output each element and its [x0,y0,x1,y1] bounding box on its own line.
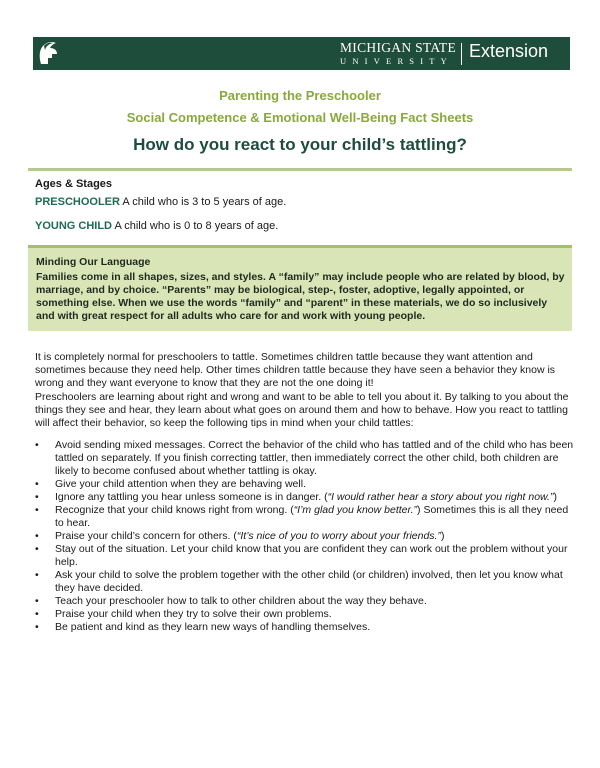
quote: “I’m glad you know better.” [293,504,418,516]
list-item: • Be patient and kind as they learn new ways of handling themselves. [35,621,371,633]
list-item: • Avoid sending mixed messages. Correct the behavior of the child who has tattled and of the child who has been tattled on separately. If you finish correcting tattler, then immediately correct the other child, both children are likely to become confused about whether tattling is okay. [35,439,574,477]
bullet: • [35,569,39,581]
list-item: • Praise your child’s concern for others. (“It’s nice of you to worry about your friends.”) [35,530,445,542]
list-item: • Recognize that your child knows right from wrong. (“I’m glad you know better.”) Sometimes this is all they need to hear. [35,504,569,529]
language-box-rule [28,245,572,248]
spartan-helmet-icon [35,37,61,70]
stage-preschooler [35,196,286,208]
unit-name: Extension [469,41,549,61]
intro-paragraph: It is completely normal for preschoolers to tattle. Sometimes children tattle because they want attention and sometimes because they need help. Other times children tattle because they have seen a behavior they know is wrong and they want everyone to know that they are not the one doing it! [35,351,556,389]
title-divider [28,168,572,171]
stage-term: PRESCHOOLER [35,196,120,208]
list-item: • Give your child attention when they are behaving well. [35,478,306,490]
language-box-heading: Minding Our Language [36,256,151,268]
institution-name: MICHIGAN STATE [340,40,456,55]
bullet: • [35,478,39,490]
page-title: How do you react to your child’s tattling? [133,135,467,154]
ages-stages-heading: Ages & Stages [35,178,113,190]
bullet: • [35,439,39,451]
institution-university: UNIVERSITY [340,56,453,66]
header-divider [461,43,462,65]
stage-description: A child who is 0 to 8 years of age. [112,220,279,232]
list-item: • Ask your child to solve the problem together with the other child (or children) involved, then let you know what they have decided. [35,569,563,594]
bullet: • [35,530,39,542]
list-item: • Ignore any tattling you hear unless someone is in danger. (“I would rather hear a story about you right now.”) [35,491,557,503]
tips-intro-paragraph: Preschoolers are learning about right and wrong and want to be able to tell you about it. By talking to you about the things they see and hear, they learn about what goes on around them and how to behave. How you react to tattling will affect their behavior, so keep the following tips in mind when your child tattles: [35,391,569,429]
bullet: • [35,491,39,503]
quote: “I would rather hear a story about you right now.” [327,491,554,503]
list-item: • Praise your child when they try to solve their own problems. [35,608,332,620]
list-item: • Stay out of the situation. Let your child know that you are confident they can work out the problem without your help. [35,543,568,568]
series-subtitle: Social Competence & Emotional Well-Being Fact Sheets [126,110,474,125]
list-item: • Teach your preschooler how to talk to other children about the way they behave. [35,595,427,607]
bullet: • [35,595,39,607]
stage-description: A child who is 3 to 5 years of age. [119,196,287,208]
quote: “It’s nice of you to worry about your friends.” [236,530,441,542]
tips-list [35,439,575,634]
stage-young-child [35,220,278,232]
bullet: • [35,504,39,516]
language-box [28,245,572,331]
series-title: Parenting the Preschooler [219,88,381,103]
language-box-text: Families come in all shapes, sizes, and styles. A “family” may include people who are related by blood, by marriage, and by choice. “Parents” may be biological, step-, foster, adoptive, legally appointed, or something else. When we use the words “family” and “parent” in these materials, we do so inclusively and with great respect for all adults who care for and work with young people. [36,271,565,322]
bullet: • [35,608,39,620]
stage-term: YOUNG CHILD [35,220,112,232]
bullet: • [35,543,39,555]
bullet: • [35,621,39,633]
header-bar [33,37,570,70]
